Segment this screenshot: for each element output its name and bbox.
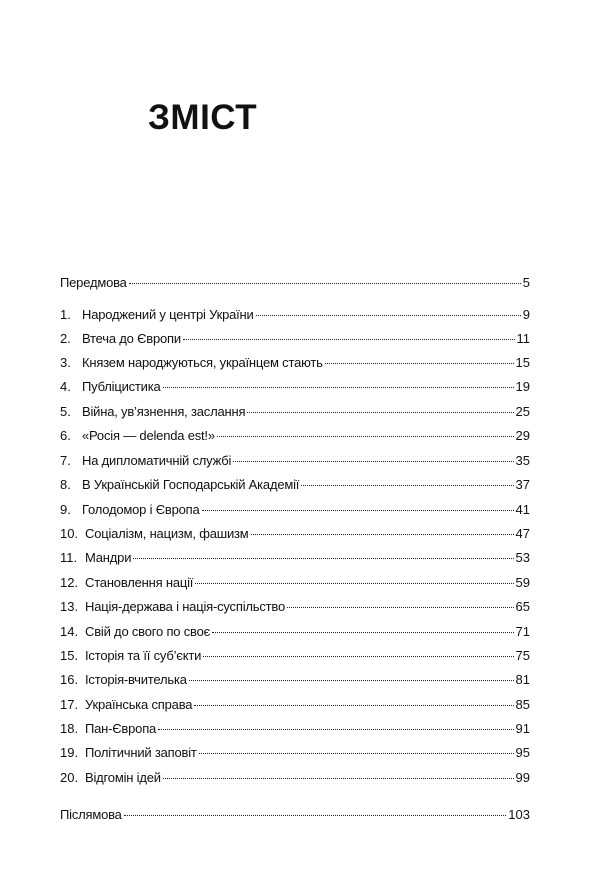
toc-entry-page-number: 9 <box>522 307 530 322</box>
toc-entry-title: Історія та її суб’єкти <box>85 648 202 663</box>
toc-entry <box>60 721 530 737</box>
toc-entry <box>60 648 530 664</box>
toc-entry-page-number: 19 <box>515 379 530 394</box>
toc-entry-number: 14. <box>60 624 79 639</box>
toc-entry-title: Свій до свого по своє <box>85 624 211 639</box>
toc-entry-number: 17. <box>60 697 79 712</box>
toc-entry-page-number: 37 <box>515 477 530 492</box>
toc-entry-number: 11. <box>60 550 78 565</box>
dot-leader <box>199 753 514 754</box>
toc-entry-page-number: 11 <box>516 331 530 346</box>
dot-leader <box>124 815 507 816</box>
page-title: ЗМІСТ <box>148 98 258 137</box>
toc-entry-number: 6. <box>60 428 71 443</box>
dot-leader <box>194 705 513 706</box>
toc-entry-page-number: 15 <box>515 355 530 370</box>
toc-entry-page-number: 65 <box>515 599 530 614</box>
toc-entry <box>60 275 530 291</box>
toc-entry-page-number: 81 <box>515 672 530 687</box>
dot-leader <box>233 461 513 462</box>
dot-leader <box>163 778 514 779</box>
toc-entry-number: 2. <box>60 331 71 346</box>
toc-entry <box>60 575 530 591</box>
dot-leader <box>251 534 514 535</box>
dot-leader <box>256 315 521 316</box>
toc-entry <box>60 770 530 786</box>
toc-entry <box>60 355 530 371</box>
toc-entry-number: 4. <box>60 379 71 394</box>
toc-entry-number: 8. <box>60 477 71 492</box>
toc-entry-title: Відгомін ідей <box>85 770 161 785</box>
toc-entry <box>60 502 530 518</box>
toc-entry-title: Публіцистика <box>82 379 161 394</box>
toc-entry-title: В Українській Господарській Академії <box>82 477 300 492</box>
toc-entry-title: Пан-Європа <box>85 721 157 736</box>
toc-entry <box>60 745 530 761</box>
toc-entry-title: Політичний заповіт <box>85 745 197 760</box>
toc-entry-title: Голодомор і Європа <box>82 502 200 517</box>
dot-leader <box>325 363 514 364</box>
dot-leader <box>158 729 513 730</box>
toc-entry-page-number: 91 <box>515 721 530 736</box>
toc-entry-title: Втеча до Європи <box>82 331 181 346</box>
toc-entry <box>60 331 530 347</box>
toc-entry <box>60 550 530 566</box>
toc-entry-number: 9. <box>60 502 71 517</box>
dot-leader <box>183 339 515 340</box>
toc-entry-number: 1. <box>60 307 71 322</box>
toc-entry-page-number: 41 <box>515 502 530 517</box>
toc-entry-page-number: 103 <box>508 807 530 822</box>
toc-entry-title: На дипломатичній службі <box>82 453 232 468</box>
dot-leader <box>202 510 514 511</box>
toc-entry-number: 10. <box>60 526 79 541</box>
toc-entry-number: 15. <box>60 648 79 663</box>
toc-entry-title: Українська справа <box>85 697 193 712</box>
toc-entry <box>60 672 530 688</box>
toc-entry-title: «Росія — delenda est!» <box>82 428 215 443</box>
dot-leader <box>247 412 513 413</box>
toc-entry-number: 13. <box>60 599 79 614</box>
dot-leader <box>301 485 513 486</box>
toc-entry <box>60 697 530 713</box>
toc-entry <box>60 477 530 493</box>
toc-entry <box>60 453 530 469</box>
toc-entry-page-number: 95 <box>515 745 530 760</box>
toc-entry-page-number: 71 <box>515 624 530 639</box>
toc-entry <box>60 404 530 420</box>
toc-entry-number: 18. <box>60 721 79 736</box>
toc-entry-page-number: 25 <box>515 404 530 419</box>
toc-entry-title: Соціалізм, нацизм, фашизм <box>85 526 249 541</box>
toc-entry-title: Мандри <box>85 550 132 565</box>
toc-entry <box>60 624 530 640</box>
toc-entry-page-number: 47 <box>515 526 530 541</box>
toc-entry-page-number: 85 <box>515 697 530 712</box>
toc-entry-number: 20. <box>60 770 79 785</box>
toc-entry <box>60 599 530 615</box>
toc-entry-number: 19. <box>60 745 79 760</box>
toc-entry-page-number: 53 <box>515 550 530 565</box>
dot-leader <box>217 436 514 437</box>
toc-entry <box>60 526 530 542</box>
toc-entry-page-number: 75 <box>515 648 530 663</box>
toc-entry <box>60 307 530 323</box>
toc-entry-number: 3. <box>60 355 71 370</box>
toc-entry <box>60 428 530 444</box>
dot-leader <box>287 607 514 608</box>
toc-entry-title: Післямова <box>60 807 122 822</box>
toc-entry-number: 7. <box>60 453 71 468</box>
dot-leader <box>163 387 514 388</box>
dot-leader <box>203 656 513 657</box>
toc-entry-page-number: 29 <box>515 428 530 443</box>
dot-leader <box>129 283 521 284</box>
dot-leader <box>189 680 514 681</box>
dot-leader <box>212 632 513 633</box>
toc-entry <box>60 807 530 823</box>
toc-entry-page-number: 5 <box>522 275 530 290</box>
toc-entry-number: 16. <box>60 672 79 687</box>
toc-entry-number: 5. <box>60 404 71 419</box>
toc-entry-title: Становлення нації <box>85 575 194 590</box>
toc-entry-title: Народжений у центрі України <box>82 307 254 322</box>
dot-leader <box>195 583 513 584</box>
dot-leader <box>133 558 513 559</box>
toc-entry-number: 12. <box>60 575 79 590</box>
toc-entry-title: Війна, ув’язнення, заслання <box>82 404 246 419</box>
toc-entry-title: Історія-вчителька <box>85 672 187 687</box>
toc-entry-page-number: 59 <box>515 575 530 590</box>
toc-entry-title: Князем народжуються, українцем стають <box>82 355 323 370</box>
toc-entry <box>60 379 530 395</box>
toc-entry-title: Передмова <box>60 275 127 290</box>
toc-entry-page-number: 35 <box>515 453 530 468</box>
toc-entry-page-number: 99 <box>515 770 530 785</box>
toc-entry-title: Нація-держава і нація-суспільство <box>85 599 285 614</box>
